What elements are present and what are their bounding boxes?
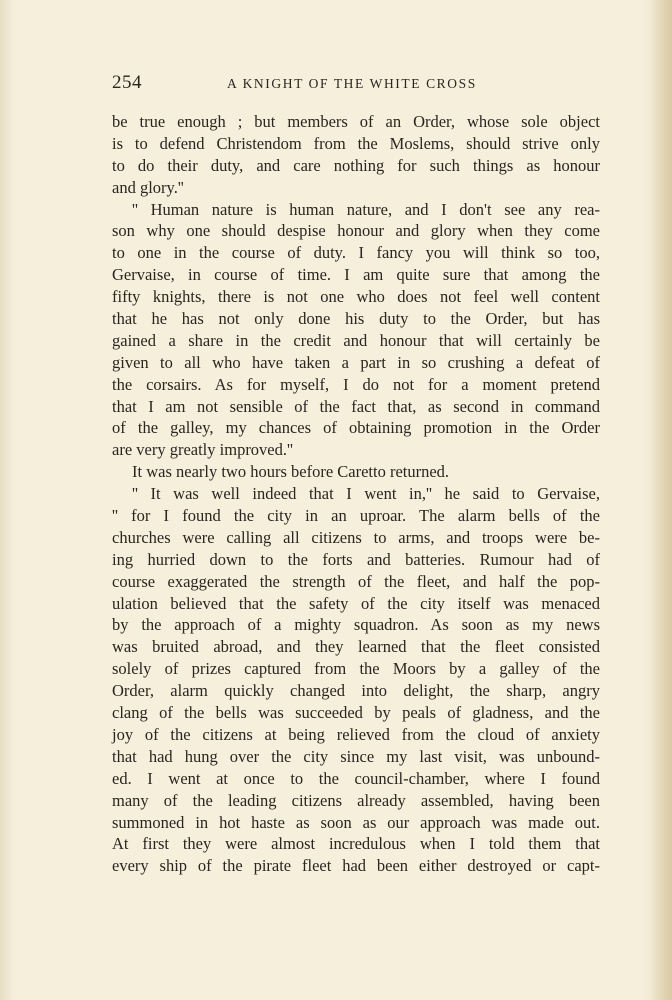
- text-line: every ship of the pirate fleet had been either destroyed or capt-: [112, 856, 600, 876]
- text-line: the corsairs. As for myself, I do not for a moment pretend: [112, 374, 600, 394]
- page-number: 254: [112, 72, 142, 93]
- text-line: by the approach of a mighty squadron. As soon as my news: [112, 615, 600, 635]
- text-line: to do their duty, and care nothing for such things as honour: [112, 155, 600, 175]
- page-edge-shading: [650, 0, 672, 1000]
- text-line: solely of prizes captured from the Moors by a galley of the: [112, 659, 600, 679]
- text-line: many of the leading citizens already assembled, having been: [112, 790, 600, 810]
- text-line: that had hung over the city since my last visit, was unbound-: [112, 746, 600, 766]
- text-line: Order, alarm quickly changed into delight, the sharp, angry: [112, 681, 600, 701]
- text-line: churches were calling all citizens to arms, and troops were be-: [112, 527, 600, 547]
- running-title: A KNIGHT OF THE WHITE CROSS: [227, 76, 477, 91]
- text-line: to one in the course of duty. I fancy you will think so too,: [112, 243, 600, 263]
- text-line: '' for I found the city in an uproar. The alarm bells of the: [112, 506, 600, 526]
- body-text: [112, 111, 600, 877]
- text-line: ed. I went at once to the council-chamber, where I found: [112, 768, 600, 788]
- text-line: fifty knights, there is not one who does not feel well content: [112, 287, 600, 307]
- text-line: ing hurried down to the forts and batteries. Rumour had of: [112, 549, 600, 569]
- text-line: of the galley, my chances of obtaining promotion in the Order: [112, 418, 600, 438]
- text-line: is to defend Christendom from the Moslems, should strive only: [112, 133, 600, 153]
- text-line: given to all who have taken a part in so crushing a defeat of: [112, 352, 600, 372]
- text-line: was bruited abroad, and they learned that the fleet consisted: [112, 637, 600, 657]
- text-line: '' It was well indeed that I went in,'' he said to Gervaise,: [132, 484, 600, 504]
- text-line: joy of the citizens at being relieved from the cloud of anxiety: [112, 724, 600, 744]
- text-line: At first they were almost incredulous when I told them that: [112, 834, 600, 854]
- text-line: summoned in hot haste as soon as our approach was made out.: [112, 812, 600, 832]
- text-line: Gervaise, in course of time. I am quite sure that among the: [112, 265, 600, 285]
- text-line: ulation believed that the safety of the city itself was menaced: [112, 593, 600, 613]
- text-line: clang of the bells was succeeded by peals of gladness, and the: [112, 703, 600, 723]
- text-line: '' Human nature is human nature, and I don't see any rea-: [132, 199, 600, 219]
- text-line: It was nearly two hours before Caretto returned.: [132, 462, 450, 482]
- text-line: course exaggerated the strength of the fleet, and half the pop-: [112, 571, 600, 591]
- page-header: [112, 72, 600, 96]
- text-line: gained a share in the credit and honour that will certainly be: [112, 330, 600, 350]
- text-line: that he has not only done his duty to the Order, but has: [112, 309, 600, 329]
- text-line: that I am not sensible of the fact that, as second in command: [112, 396, 600, 416]
- text-line: son why one should despise honour and glory when they come: [112, 221, 600, 241]
- text-line: be true enough ; but members of an Order, whose sole object: [112, 112, 600, 131]
- text-line: are very greatly improved.'': [112, 440, 293, 460]
- text-line: and glory.'': [112, 177, 184, 197]
